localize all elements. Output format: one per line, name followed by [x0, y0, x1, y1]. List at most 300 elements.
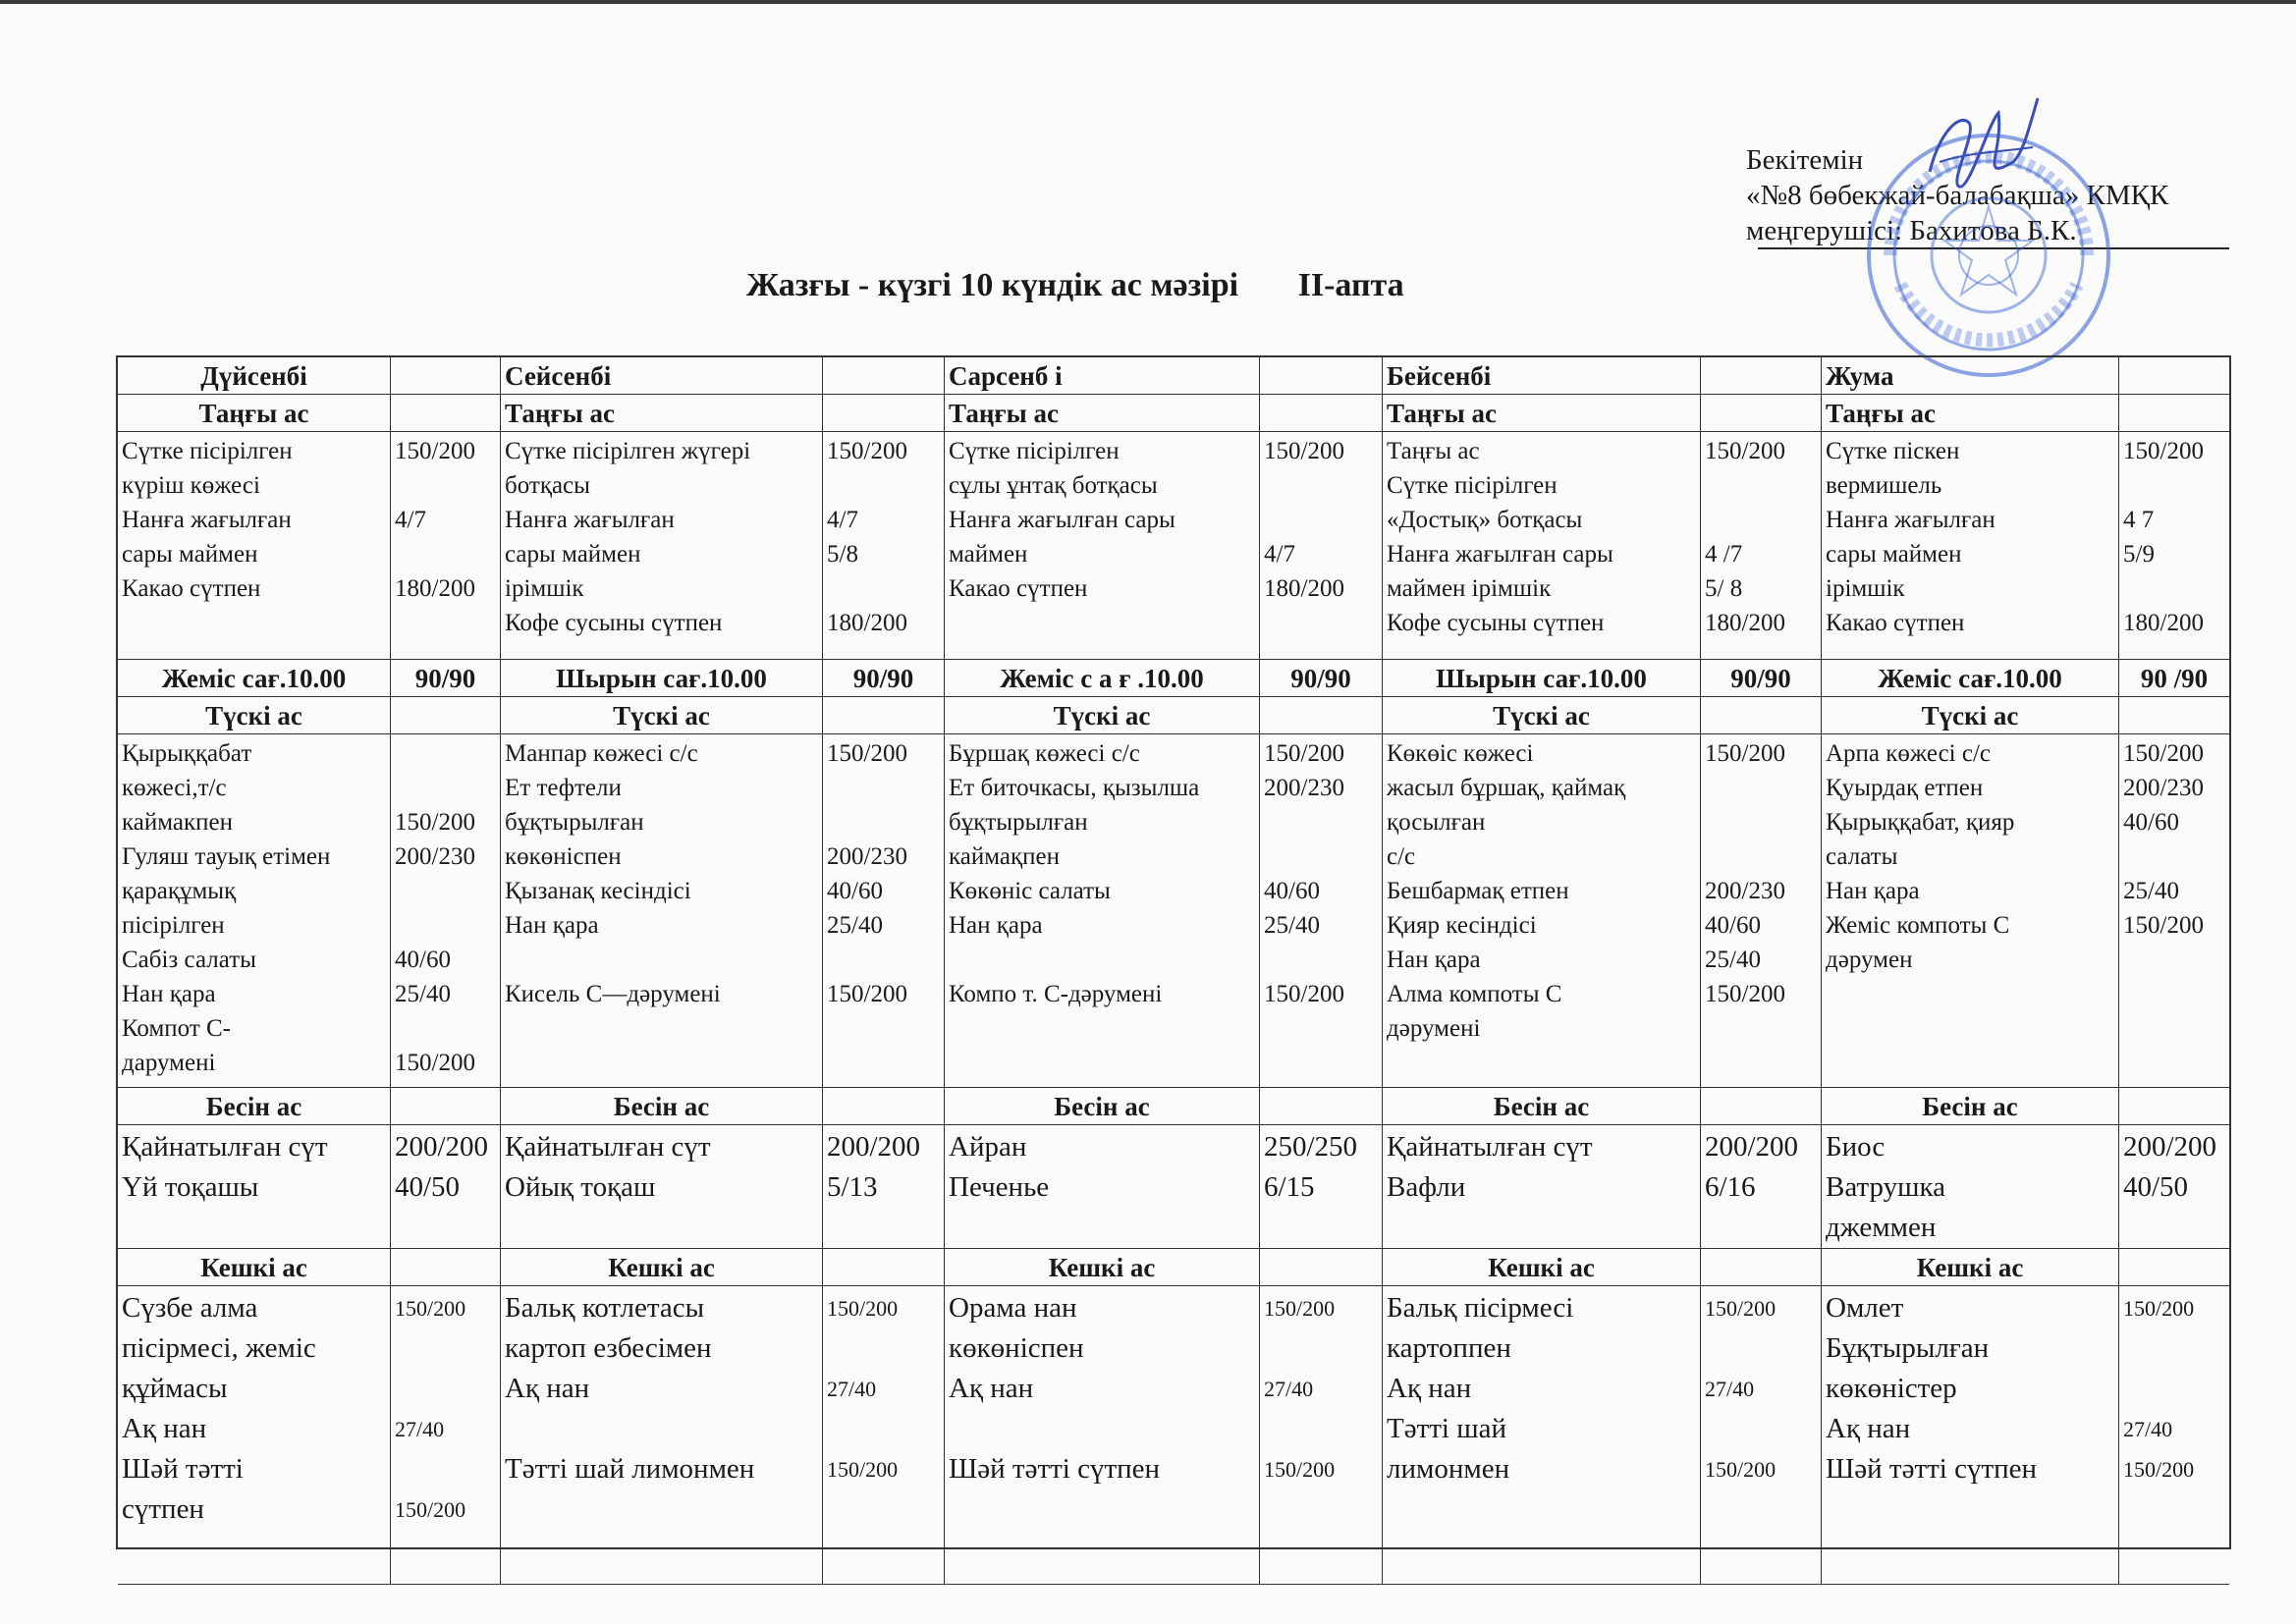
snack-header-5: Бесін ас — [1822, 1088, 2119, 1125]
dinner-portions-5 — [2119, 1286, 2229, 1585]
portion-line: 180/200 — [827, 610, 907, 636]
snack-portion-header-3 — [1260, 1088, 1383, 1125]
dinner-portions-2 — [823, 1286, 945, 1585]
portion-line — [1264, 468, 1378, 503]
portion-line — [1264, 943, 1378, 977]
dish-line: жасыл бұршақ, қаймақ — [1387, 775, 1626, 801]
dish-line: Кисель С—дәрумені — [505, 981, 721, 1007]
breakfast-items-5 — [1822, 432, 2119, 660]
portion-line — [1705, 1409, 1817, 1449]
lunch-items-5 — [1822, 734, 2119, 1088]
portion-line — [2123, 943, 2225, 977]
portion-line — [2123, 571, 2225, 606]
snack-items-3 — [945, 1125, 1260, 1249]
dish-line: Қуырдақ етпен — [1826, 775, 1984, 801]
dish-line: Нан қара — [122, 981, 216, 1007]
portion-line: 40/50 — [2123, 1171, 2189, 1203]
lunch-portion-header-2 — [823, 697, 945, 734]
dinner-items-5 — [1822, 1286, 2119, 1585]
portion-line — [827, 1328, 940, 1369]
lunch-items-4 — [1383, 734, 1701, 1088]
dish-line: Какао сүтпен — [1826, 610, 1965, 636]
portion-line: 180/200 — [395, 575, 475, 602]
day-header-5: Жума — [1822, 357, 2119, 395]
dish-line: Сүтке пісірілген жүгері — [505, 438, 751, 464]
lunch-portion-header-3 — [1260, 697, 1383, 734]
dinner-items-4 — [1383, 1286, 1701, 1585]
portion-line — [2123, 468, 2225, 503]
portion-line: 150/200 — [1264, 1296, 1336, 1321]
morning-snack-portion-2: 90/90 — [823, 660, 945, 697]
dish-line: Шәй тәтті сүтпен — [1826, 1453, 2038, 1485]
lunch-portion-header-4 — [1701, 697, 1822, 734]
portion-line — [1705, 1328, 1817, 1369]
dish-line: Тәтті шай лимонмен — [505, 1453, 755, 1485]
portion-line: 27/40 — [395, 1417, 445, 1441]
lunch-portions-5 — [2119, 734, 2229, 1088]
dinner-header-4: Кешкі ас — [1383, 1249, 1701, 1286]
dish-line: сары маймен — [1826, 541, 1962, 568]
portion-line: 150/200 — [1705, 740, 1785, 767]
portion-line: 5/9 — [2123, 541, 2155, 568]
dish-line: ірімшік — [1826, 575, 1905, 602]
breakfast-portions-1 — [391, 432, 501, 660]
dish-line: Алма компоты С — [1387, 981, 1562, 1007]
dish-line: Сүтке пісірілген — [1387, 472, 1558, 499]
snack-portion-header-5 — [2119, 1088, 2229, 1125]
dish-line: Таңғы ас — [1387, 438, 1480, 464]
portion-line — [395, 468, 496, 503]
morning-snack-3: Жеміс с а ғ .10.00 — [945, 660, 1260, 697]
dish-line: бұқтырылған — [505, 809, 644, 836]
dish-line: Қайнатылған сүт — [505, 1131, 711, 1163]
portion-line — [1705, 1011, 1817, 1046]
dish-line: Сүтке пісірілген — [122, 438, 293, 464]
dish-line: қарақұмық — [122, 878, 237, 904]
lunch-portion-header-5 — [2119, 697, 2229, 734]
snack-header-2: Бесін ас — [501, 1088, 823, 1125]
dish-line: ботқасы — [505, 472, 590, 499]
portion-line: 150/200 — [827, 1296, 899, 1321]
dinner-portions-3 — [1260, 1286, 1383, 1585]
dish-line: салаты — [1826, 843, 1898, 870]
dish-line: Ақ нан — [949, 1373, 1034, 1404]
breakfast-portions-3 — [1260, 432, 1383, 660]
portion-line: 40/60 — [827, 878, 883, 904]
morning-snack-2: Шырын сағ.10.00 — [501, 660, 823, 697]
portion-line: 200/230 — [395, 843, 475, 870]
portion-line — [827, 771, 940, 805]
dish-line: Бұршақ көжесі с/с — [949, 740, 1140, 767]
portion-line: 27/40 — [2123, 1417, 2173, 1441]
portion-line: 200/200 — [395, 1131, 489, 1163]
dish-line: джеммен — [1826, 1212, 1937, 1243]
snack-header-4: Бесін ас — [1383, 1088, 1701, 1125]
dinner-header-5: Кешкі ас — [1822, 1249, 2119, 1286]
day-header-2: Сейсенбі — [501, 357, 823, 395]
portion-line: 25/40 — [1264, 912, 1320, 939]
portion-line — [1705, 839, 1817, 874]
portion-line — [1264, 1409, 1378, 1449]
portion-line: 4 /7 — [1705, 541, 1743, 568]
dish-line: Нанға жағылған — [122, 507, 292, 533]
portion-line: 6/15 — [1264, 1171, 1315, 1203]
portion-line: 180/200 — [1264, 575, 1344, 602]
dish-line: Сүтке пісірілген — [949, 438, 1120, 464]
portion-line — [395, 1369, 496, 1409]
day-header-3: Сарсенб і — [945, 357, 1260, 395]
dish-line: Компот С- — [122, 1015, 231, 1042]
approval-line-3: меңгерушісі: Бахитова Б.К. — [1746, 215, 2077, 246]
dish-line: қосылған — [1387, 809, 1486, 836]
dish-line: Нан қара — [1387, 947, 1481, 973]
dish-line — [505, 943, 818, 977]
portion-line: 200/230 — [2123, 775, 2204, 801]
portion-line: 200/230 — [827, 843, 907, 870]
snack-portion-header-4 — [1701, 1088, 1822, 1125]
lunch-items-1 — [118, 734, 391, 1088]
portion-line: 40/50 — [395, 1171, 461, 1203]
dish-line: лимонмен — [1387, 1453, 1510, 1485]
approval-line-2: «№8 бөбекжай-балабақша» КМҚК — [1746, 180, 2169, 211]
dish-line: Манпар көжесі с/с — [505, 740, 698, 767]
portion-line: 200/200 — [827, 1131, 921, 1163]
snack-header-3: Бесін ас — [945, 1088, 1260, 1125]
portion-line: 150/200 — [2123, 1296, 2195, 1321]
lunch-header-5: Түскі ас — [1822, 697, 2119, 734]
dish-line: сүтпен — [122, 1493, 204, 1525]
portion-line — [827, 943, 940, 977]
portion-line — [395, 1449, 496, 1489]
dish-line: ірімшік — [505, 575, 584, 602]
portion-line — [395, 908, 496, 943]
portion-line — [1705, 805, 1817, 839]
dish-line: маймен ірімшік — [1387, 575, 1552, 602]
breakfast-portion-header-1 — [391, 395, 501, 432]
portion-line — [395, 537, 496, 571]
portion-line — [395, 1328, 496, 1369]
morning-snack-portion-3: 90/90 — [1260, 660, 1383, 697]
breakfast-items-1 — [118, 432, 391, 660]
snack-items-5 — [1822, 1125, 2119, 1249]
portion-line — [1264, 839, 1378, 874]
dish-line: Какао сүтпен — [122, 575, 261, 602]
dish-line: Орама нан — [949, 1292, 1077, 1324]
snack-portions-5 — [2119, 1125, 2229, 1249]
portion-line: 4/7 — [395, 507, 426, 533]
dish-line: Нан қара — [949, 912, 1043, 939]
dish-line: пісірмесі, жеміс — [122, 1332, 316, 1364]
dish-line: Қияр кесіндісі — [1387, 912, 1537, 939]
portion-line: 25/40 — [2123, 878, 2179, 904]
lunch-items-2 — [501, 734, 823, 1088]
portion-line: 5/13 — [827, 1171, 878, 1203]
dish-line: көкөніспен — [949, 1332, 1084, 1364]
dish-line: Ет биточкасы, қызылша — [949, 775, 1200, 801]
snack-portions-3 — [1260, 1125, 1383, 1249]
dinner-portion-header-4 — [1701, 1249, 1822, 1286]
breakfast-header-3: Таңғы ас — [945, 395, 1260, 432]
morning-snack-portion-1: 90/90 — [391, 660, 501, 697]
dish-line: Айран — [949, 1131, 1027, 1163]
breakfast-portion-header-4 — [1701, 395, 1822, 432]
dish-line: Нанға жағылған — [505, 507, 675, 533]
signature-icon — [1920, 93, 2048, 201]
dish-line: көжесі,т/с — [122, 775, 227, 801]
breakfast-portions-4 — [1701, 432, 1822, 660]
portion-line — [1264, 805, 1378, 839]
portion-line: 150/200 — [1705, 981, 1785, 1007]
dish-line: Қырыққабат, қияр — [1826, 809, 2015, 836]
portion-line: 150/200 — [2123, 740, 2204, 767]
portion-line: 25/40 — [395, 981, 451, 1007]
dish-line: Гуляш тауық етімен — [122, 843, 331, 870]
breakfast-header-4: Таңғы ас — [1383, 395, 1701, 432]
dinner-header-2: Кешкі ас — [501, 1249, 823, 1286]
portion-line: 150/200 — [827, 1457, 899, 1482]
breakfast-header-5: Таңғы ас — [1822, 395, 2119, 432]
dish-line: Бальқ котлетасы — [505, 1292, 705, 1324]
dish-line: Кофе сусыны сүтпен — [1387, 610, 1605, 636]
dish-line: көкөніспен — [505, 843, 622, 870]
portion-line: 150/200 — [1264, 981, 1344, 1007]
portion-line: 150/200 — [1705, 438, 1785, 464]
dish-line: Ақ нан — [122, 1413, 207, 1444]
portion-line: 25/40 — [827, 912, 883, 939]
portion-line: 40/60 — [1705, 912, 1761, 939]
dinner-items-2 — [501, 1286, 823, 1585]
lunch-header-1: Түскі ас — [118, 697, 391, 734]
portion-line: 150/200 — [395, 1296, 466, 1321]
portion-line: 5/ 8 — [1705, 575, 1743, 602]
lunch-portions-2 — [823, 734, 945, 1088]
portion-line: 200/230 — [1705, 878, 1785, 904]
portion-line: 150/200 — [1705, 1457, 1777, 1482]
dish-line: Нанға жағылған — [1826, 507, 1995, 533]
breakfast-portions-2 — [823, 432, 945, 660]
dish-line: Қызанақ кесіндісі — [505, 878, 691, 904]
portion-line — [395, 771, 496, 805]
breakfast-portion-header-5 — [2119, 395, 2229, 432]
lunch-portion-header-1 — [391, 697, 501, 734]
portion-line: 180/200 — [2123, 610, 2204, 636]
dinner-portion-header-1 — [391, 1249, 501, 1286]
dish-line: сары маймен — [122, 541, 258, 568]
dish-line: Жеміс компоты С — [1826, 912, 2010, 939]
portion-line: 150/200 — [1264, 740, 1344, 767]
portion-line: 250/250 — [1264, 1131, 1358, 1163]
snack-portions-1 — [391, 1125, 501, 1249]
dish-line: Шәй тәтті сүтпен — [949, 1453, 1161, 1485]
dish-line: Компо т. С-дәрумені — [949, 981, 1163, 1007]
portion-line — [827, 468, 940, 503]
portion-line: 150/200 — [395, 438, 475, 464]
morning-snack-portion-5: 90 /90 — [2119, 660, 2229, 697]
morning-snack-4: Шырын сағ.10.00 — [1383, 660, 1701, 697]
portion-line — [827, 571, 940, 606]
dish-line: Ет тефтели — [505, 775, 622, 801]
portion-line: 150/200 — [1705, 1296, 1777, 1321]
portion-line: 5/8 — [827, 541, 858, 568]
lunch-header-4: Түскі ас — [1383, 697, 1701, 734]
morning-snack-portion-4: 90/90 — [1701, 660, 1822, 697]
portion-line — [2123, 1328, 2225, 1369]
snack-header-1: Бесін ас — [118, 1088, 391, 1125]
scan-top-edge — [0, 0, 2296, 4]
portion-line — [2123, 1208, 2225, 1248]
portion-line: 150/200 — [827, 438, 907, 464]
dish-line: Бұқтырылған — [1826, 1332, 1990, 1364]
lunch-header-2: Түскі ас — [501, 697, 823, 734]
dish-line — [949, 1409, 1255, 1449]
dish-line: картоп езбесімен — [505, 1332, 712, 1364]
portion-line — [1264, 1328, 1378, 1369]
dish-line: Нанға жағылған сары — [1387, 541, 1613, 568]
day-header-1: Дүйсенбі — [118, 357, 391, 395]
dish-line: каймақпен — [949, 843, 1060, 870]
dish-line: каймакпен — [122, 809, 233, 836]
breakfast-header-2: Таңғы ас — [501, 395, 823, 432]
dinner-items-3 — [945, 1286, 1260, 1585]
dinner-header-1: Кешкі ас — [118, 1249, 391, 1286]
breakfast-items-3 — [945, 432, 1260, 660]
portion-line: 150/200 — [2123, 438, 2204, 464]
portion-line: 150/200 — [2123, 912, 2204, 939]
dish-line: маймен — [949, 541, 1028, 568]
dish-line: Қырыққабат — [122, 740, 252, 767]
portion-header-4 — [1701, 357, 1822, 395]
portion-line: 27/40 — [827, 1377, 877, 1401]
breakfast-header-1: Таңғы ас — [118, 395, 391, 432]
portion-header-1 — [391, 357, 501, 395]
lunch-portions-4 — [1701, 734, 1822, 1088]
portion-line — [2123, 839, 2225, 874]
dish-line: Сүзбе алма — [122, 1292, 258, 1324]
portion-line: 150/200 — [395, 809, 475, 836]
portion-line — [827, 805, 940, 839]
portion-line: 27/40 — [1705, 1377, 1755, 1401]
portion-line: 200/200 — [2123, 1131, 2217, 1163]
lunch-header-3: Түскі ас — [945, 697, 1260, 734]
lunch-portions-3 — [1260, 734, 1383, 1088]
page-title — [746, 267, 1404, 304]
portion-line: 6/16 — [1705, 1171, 1756, 1203]
dish-line: Сүтке піскен — [1826, 438, 1960, 464]
portion-line — [2123, 1369, 2225, 1409]
dish-line: бұқтырылған — [949, 809, 1088, 836]
snack-portion-header-1 — [391, 1088, 501, 1125]
dish-line: Ақ нан — [505, 1373, 590, 1404]
dish-line: сұлы ұнтақ ботқасы — [949, 472, 1158, 499]
portion-line — [1705, 503, 1817, 537]
dish-line: Ақ нан — [1826, 1413, 1911, 1444]
dish-line: Қайнатылған сүт — [1387, 1131, 1593, 1163]
dish-line: Арпа көжесі с/с — [1826, 740, 1992, 767]
portion-line: 150/200 — [395, 1050, 475, 1076]
dish-line: «Достық» ботқасы — [1387, 507, 1583, 533]
portion-header-3 — [1260, 357, 1383, 395]
dish-line: Ақ нан — [1387, 1373, 1472, 1404]
portion-line: 150/200 — [1264, 1457, 1336, 1482]
dish-line: Нанға жағылған сары — [949, 507, 1175, 533]
portion-line: 4 7 — [2123, 507, 2155, 533]
dish-line: Бешбармақ етпен — [1387, 878, 1569, 904]
portion-line: 40/60 — [395, 947, 451, 973]
dinner-portion-header-3 — [1260, 1249, 1383, 1286]
portion-line: 27/40 — [1264, 1377, 1314, 1401]
dish-line: вермишель — [1826, 472, 1942, 499]
dinner-portion-header-2 — [823, 1249, 945, 1286]
portion-line: 180/200 — [1705, 610, 1785, 636]
dish-line: дәрумені — [1387, 1015, 1481, 1042]
snack-portions-2 — [823, 1125, 945, 1249]
dish-line: Омлет — [1826, 1292, 1904, 1324]
lunch-portions-1 — [391, 734, 501, 1088]
dish-line: дарумені — [122, 1050, 216, 1076]
morning-snack-5: Жеміс сағ.10.00 — [1822, 660, 2119, 697]
dish-line: Тәтті шай — [1387, 1413, 1506, 1444]
portion-line — [395, 736, 496, 771]
day-header-4: Бейсенбі — [1383, 357, 1701, 395]
portion-header-2 — [823, 357, 945, 395]
dish-line: Үй тоқашы — [122, 1171, 259, 1203]
dish-line: дәрумен — [1826, 947, 1913, 973]
portion-line — [1705, 468, 1817, 503]
breakfast-items-2 — [501, 432, 823, 660]
portion-line: 4/7 — [1264, 541, 1295, 568]
dish-line: Биос — [1826, 1131, 1886, 1163]
portion-line: 150/200 — [1264, 438, 1344, 464]
dish-line: Қайнатылған сүт — [122, 1131, 328, 1163]
portion-line: 200/200 — [1705, 1131, 1799, 1163]
title-main: Жазғы - күзгі 10 күндік ас мәзірі — [746, 267, 1239, 303]
breakfast-portion-header-3 — [1260, 395, 1383, 432]
dish-line: Печенье — [949, 1171, 1050, 1203]
portion-line: 40/60 — [2123, 809, 2179, 836]
dinner-items-1 — [118, 1286, 391, 1585]
portion-line: 150/200 — [827, 981, 907, 1007]
dish-line: Бальқ пісірмесі — [1387, 1292, 1574, 1324]
breakfast-items-4 — [1383, 432, 1701, 660]
portion-line: 150/200 — [2123, 1457, 2195, 1482]
portion-line: 150/200 — [827, 740, 907, 767]
snack-portion-header-2 — [823, 1088, 945, 1125]
dish-line: пісірілген — [122, 912, 225, 939]
portion-line: 200/230 — [1264, 775, 1344, 801]
approval-line-1: Бекітемін — [1746, 144, 1864, 176]
portion-header-5 — [2119, 357, 2229, 395]
snack-portions-4 — [1701, 1125, 1822, 1249]
portion-line: 40/60 — [1264, 878, 1320, 904]
dinner-portion-header-5 — [2119, 1249, 2229, 1286]
title-week: ІІ-апта — [1297, 267, 1404, 303]
dish-line: көкөністер — [1826, 1373, 1957, 1404]
dish-line: құймасы — [122, 1373, 228, 1404]
portion-line: 4/7 — [827, 507, 858, 533]
dish-line: Көкөіс көжесі — [1387, 740, 1534, 767]
portion-line — [395, 1011, 496, 1046]
snack-items-1 — [118, 1125, 391, 1249]
dish-line: Вафли — [1387, 1171, 1466, 1203]
dish-line: картоппен — [1387, 1332, 1511, 1364]
portion-line: 25/40 — [1705, 947, 1761, 973]
snack-items-2 — [501, 1125, 823, 1249]
portion-line — [1705, 771, 1817, 805]
portion-line: 150/200 — [395, 1497, 466, 1522]
dish-line: Какао сүтпен — [949, 575, 1088, 602]
dish-line: сары маймен — [505, 541, 641, 568]
dish-line — [949, 943, 1255, 977]
